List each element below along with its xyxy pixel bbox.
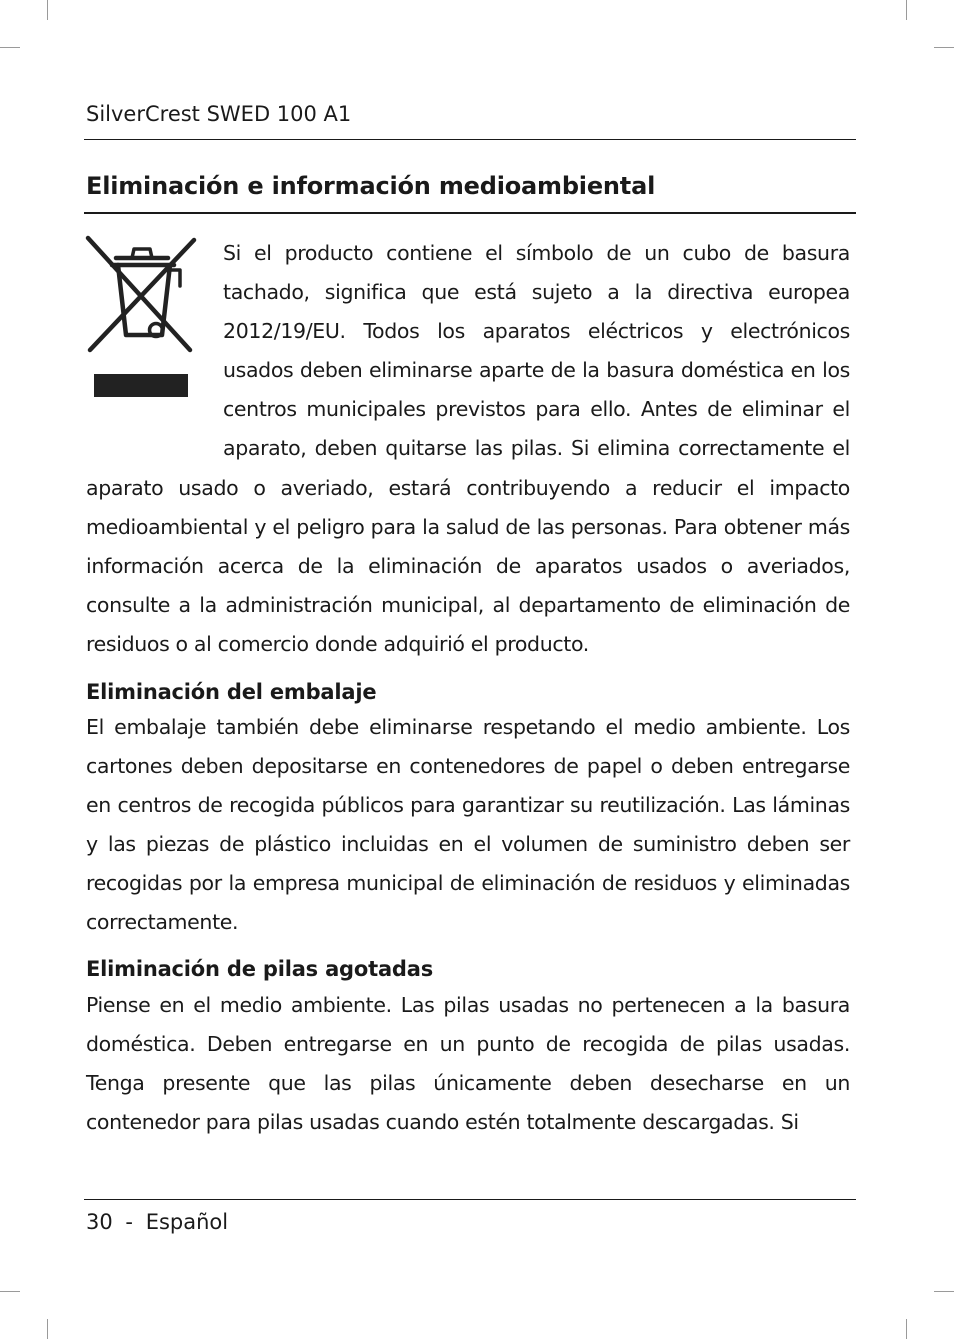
packaging-paragraph: El embalaje también debe eliminarse respetando el medio ambiente. Los cartones deben depositarse en contenedores de papel o deben entregarse en centros de recogida públicos para garantizar su reutilización. Las láminas y las piezas de plástico incluidas en el volumen de suministro deben ser recogidas por la empresa municipal de eliminación de residuos y eliminadas correctamente. — [86, 715, 850, 935]
crop-mark — [906, 1319, 907, 1339]
page-number: 30 — [86, 1210, 113, 1234]
section-heading-rule — [84, 212, 856, 214]
footer-rule — [84, 1199, 856, 1200]
crop-mark — [0, 1291, 20, 1292]
section-heading: Eliminación e información medioambiental — [86, 172, 656, 200]
page-footer — [86, 1208, 228, 1236]
crop-mark — [934, 47, 954, 48]
symbol-wrap-spacer — [86, 234, 223, 430]
disposal-paragraph — [86, 234, 850, 664]
crop-mark — [0, 47, 20, 48]
batteries-paragraph: Piense en el medio ambiente. Las pilas usadas no pertenecen a la basura doméstica. Deben entregarse en un punto de recogida de pilas usadas. Tenga presente que las pilas únicamente deben desecharse en un contenedor para pilas usadas cuando estén totalmente descargadas. Si — [86, 993, 850, 1135]
crop-mark — [47, 1319, 48, 1339]
footer-separator: - — [125, 1210, 133, 1234]
disposal-text: Si el producto contiene el símbolo de un cubo de basura tachado, significa que está sujeto a la directiva europea 2012/19/EU. Todos los aparatos eléctricos y electrónicos usados deben eliminarse aparte de la basura doméstica en los centros municipales previstos para ello. Antes de eliminar el aparato, deben quitarse las pilas. Si elimina correctamente el aparato usado o averiado, estará contribuyendo a reducir el impacto medioambiental y el peligro para la salud de las personas. Para obtener más información acerca de la eliminación de aparatos usados o averiados, consulte a la administración municipal, al departamento de eliminación de residuos o al comercio donde adquirió el producto. — [86, 241, 850, 656]
footer-language: Español — [145, 1210, 229, 1234]
crop-mark — [47, 0, 48, 20]
crop-mark — [934, 1291, 954, 1292]
packaging-heading: Eliminación del embalaje — [86, 680, 377, 704]
running-header: SilverCrest SWED 100 A1 — [86, 102, 352, 126]
crop-mark — [906, 0, 907, 20]
batteries-heading: Eliminación de pilas agotadas — [86, 957, 434, 981]
header-rule — [84, 139, 856, 140]
